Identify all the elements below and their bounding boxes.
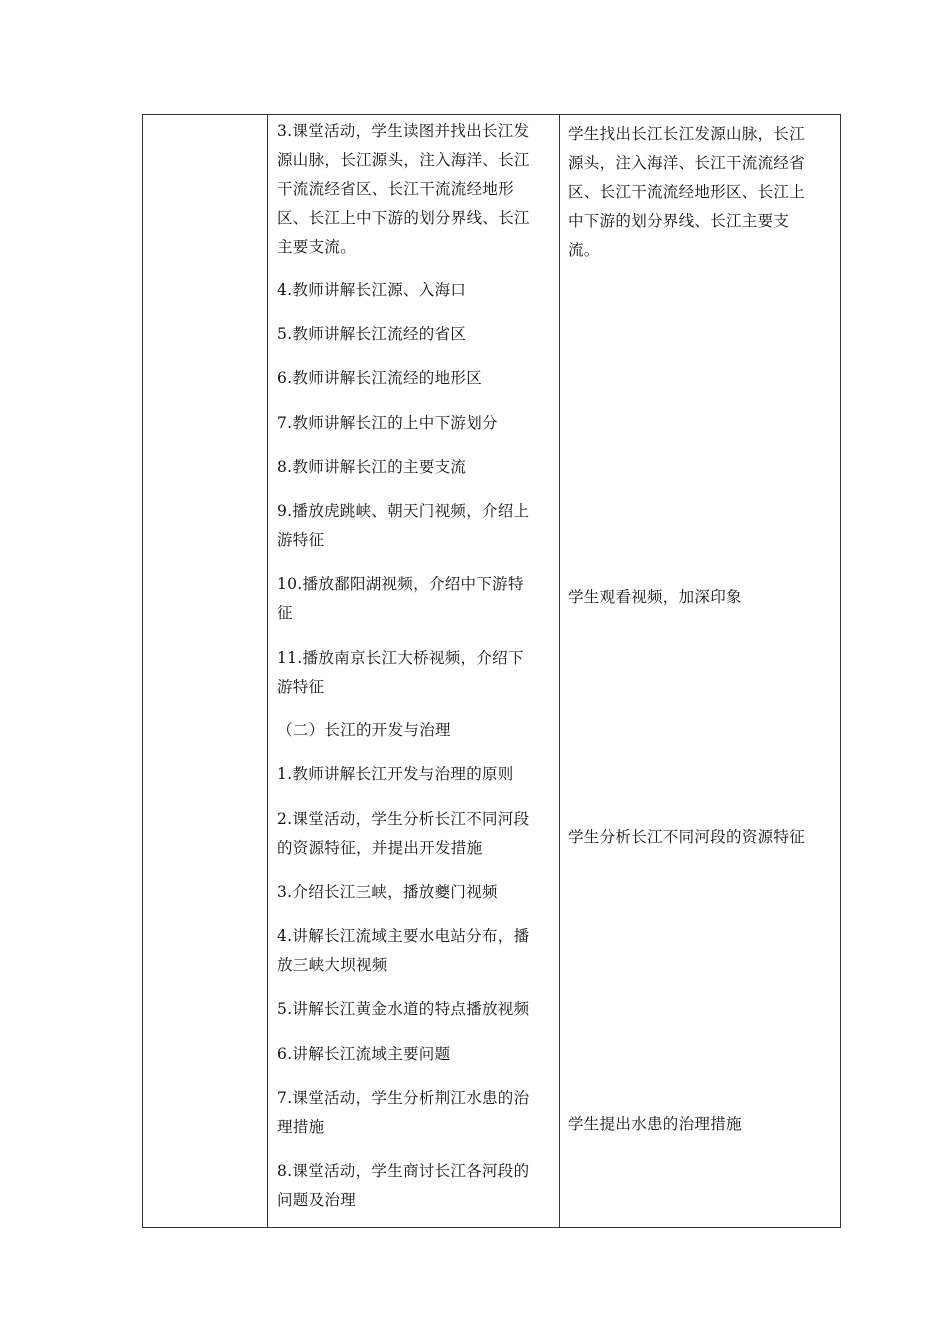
paragraph xyxy=(277,922,529,980)
text-line: 的资源特征，并提出开发措施 xyxy=(277,839,483,857)
paragraph xyxy=(277,1157,529,1215)
text-line: 3.课堂活动，学生读图并找出长江发 xyxy=(277,122,530,140)
text-line: 1.教师讲解长江开发与治理的原则 xyxy=(277,765,514,783)
column-divider xyxy=(267,115,268,1227)
paragraph xyxy=(277,497,529,555)
text-line: 5.教师讲解长江流经的省区 xyxy=(277,325,467,343)
paragraph xyxy=(277,805,529,863)
text-line: 8.教师讲解长江的主要支流 xyxy=(277,458,467,476)
text-line: 学生提出水患的治理措施 xyxy=(568,1115,742,1133)
text-line: 源头，注入海洋、长江干流流经省 xyxy=(568,154,806,172)
text-line: 4.讲解长江流域主要水电站分布，播 xyxy=(277,927,530,945)
paragraph xyxy=(568,1110,742,1139)
text-line: 10.播放鄱阳湖视频，介绍中下游特 xyxy=(277,575,524,593)
text-line: 6.讲解长江流域主要问题 xyxy=(277,1045,451,1063)
paragraph xyxy=(568,120,805,265)
text-line: 7.课堂活动，学生分析荆江水患的治 xyxy=(277,1089,530,1107)
paragraph xyxy=(277,320,466,349)
text-line: 游特征 xyxy=(277,678,325,696)
paragraph xyxy=(277,1084,529,1142)
lesson-plan-table xyxy=(142,114,841,1228)
text-line: 主要支流。 xyxy=(277,238,357,256)
text-line: 6.教师讲解长江流经的地形区 xyxy=(277,369,482,387)
text-line: 学生找出长江长江发源山脉，长江 xyxy=(568,125,806,143)
text-line: （二）长江的开发与治理 xyxy=(277,721,451,739)
paragraph xyxy=(277,364,482,393)
paragraph xyxy=(277,644,524,702)
section-heading xyxy=(277,716,451,745)
paragraph xyxy=(277,453,466,482)
text-line: 源山脉，长江源头，注入海洋、长江 xyxy=(277,151,530,169)
text-line: 11.播放南京长江大桥视频，介绍下 xyxy=(277,649,524,667)
text-line: 5.讲解长江黄金水道的特点播放视频 xyxy=(277,1000,530,1018)
text-line: 中下游的划分界线、长江主要支 xyxy=(568,212,790,230)
paragraph xyxy=(277,276,466,305)
text-line: 2.课堂活动，学生分析长江不同河段 xyxy=(277,810,530,828)
paragraph xyxy=(568,583,742,612)
paragraph xyxy=(277,117,530,262)
text-line: 流。 xyxy=(568,241,600,259)
text-line: 4.教师讲解长江源、入海口 xyxy=(277,281,467,299)
text-line: 游特征 xyxy=(277,531,325,549)
paragraph xyxy=(277,760,514,789)
paragraph xyxy=(277,995,529,1024)
text-line: 区、长江上中下游的划分界线、长江 xyxy=(277,209,530,227)
column-divider xyxy=(559,115,560,1227)
paragraph xyxy=(277,878,498,907)
text-line: 征 xyxy=(277,604,293,622)
paragraph xyxy=(277,1040,450,1069)
text-line: 7.教师讲解长江的上中下游划分 xyxy=(277,414,498,432)
paragraph xyxy=(277,570,524,628)
paragraph xyxy=(568,823,805,852)
text-line: 放三峡大坝视频 xyxy=(277,956,388,974)
text-line: 3.介绍长江三峡，播放夔门视频 xyxy=(277,883,498,901)
text-line: 干流流经省区、长江干流流经地形 xyxy=(277,180,515,198)
text-line: 理措施 xyxy=(277,1118,325,1136)
text-line: 9.播放虎跳峡、朝天门视频，介绍上 xyxy=(277,502,530,520)
paragraph xyxy=(277,409,498,438)
text-line: 8.课堂活动，学生商讨长江各河段的 xyxy=(277,1162,530,1180)
text-line: 问题及治理 xyxy=(277,1191,357,1209)
text-line: 区、长江干流流经地形区、长江上 xyxy=(568,183,806,201)
text-line: 学生分析长江不同河段的资源特征 xyxy=(568,828,806,846)
text-line: 学生观看视频，加深印象 xyxy=(568,588,742,606)
